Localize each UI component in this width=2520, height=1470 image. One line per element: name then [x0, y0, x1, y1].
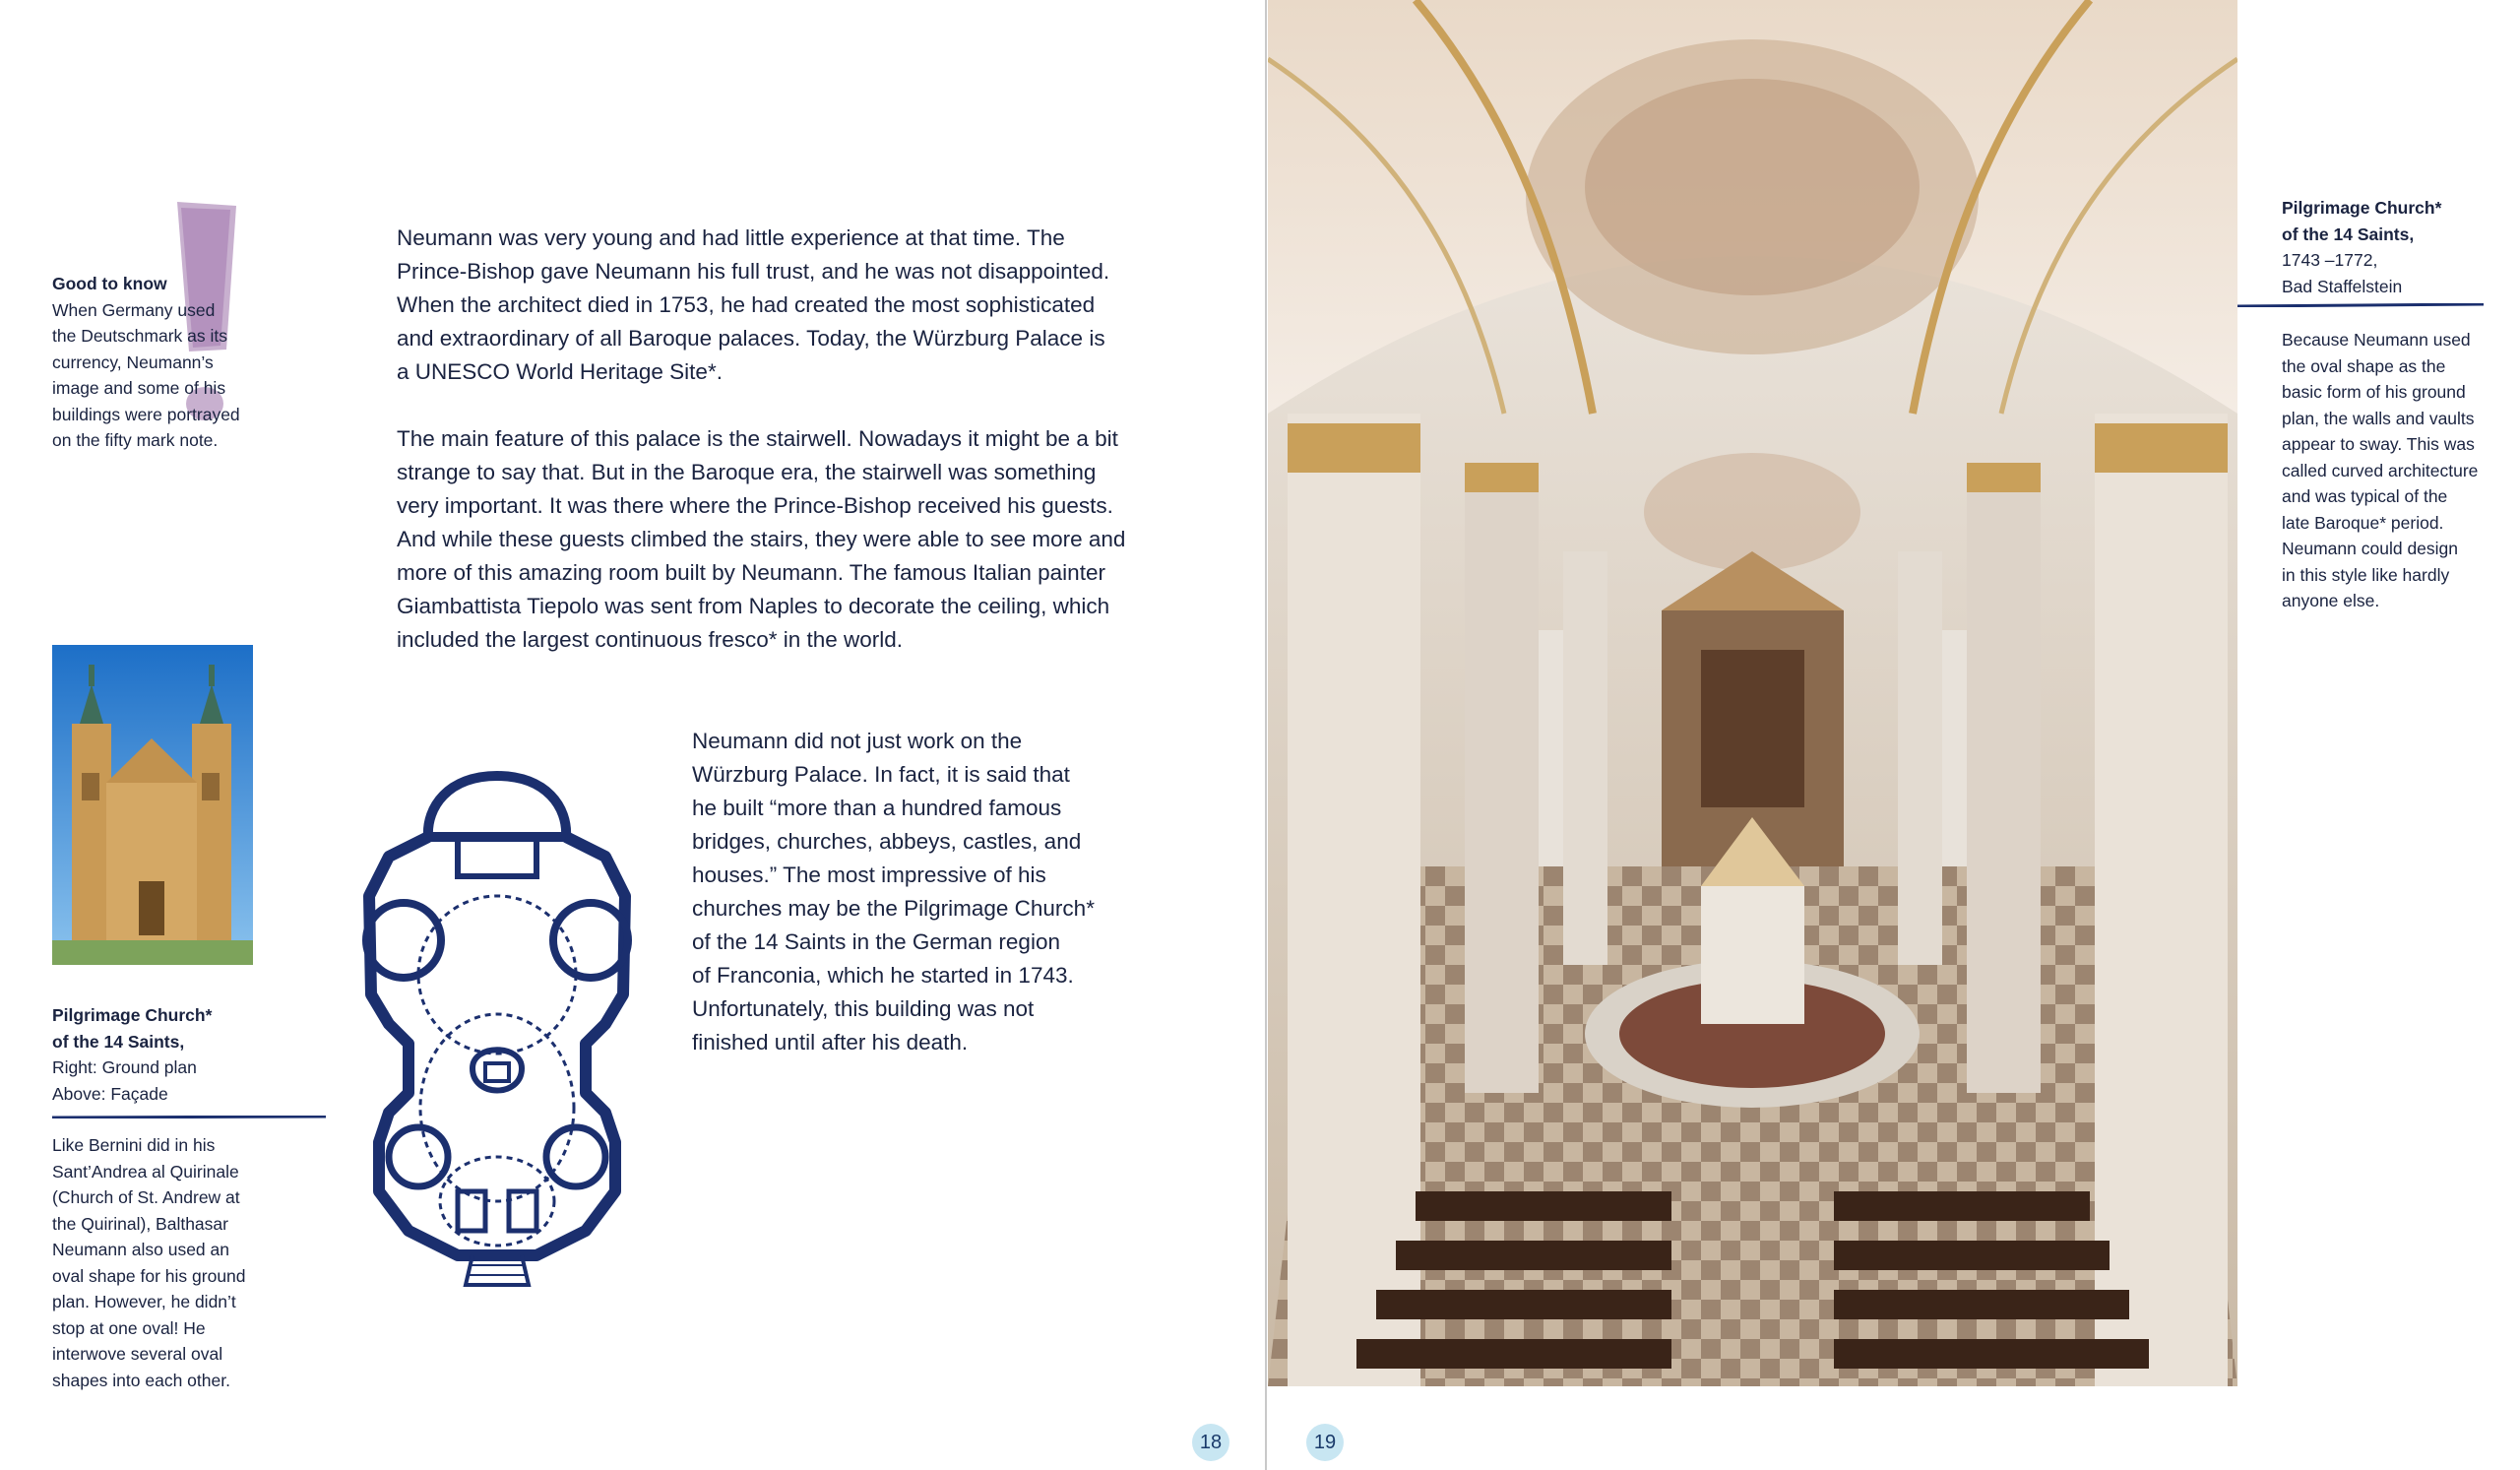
- paragraph-line: finished until after his death.: [692, 1030, 969, 1055]
- good-to-know-heading: Good to know: [52, 274, 167, 293]
- right-caption-subtitle: Bad Staffelstein: [2282, 276, 2403, 296]
- paragraph-line: Neumann was very young and had little experience at that time. The: [397, 225, 1065, 250]
- description-line: Neumann also used an: [52, 1240, 229, 1259]
- description-line: called curved architecture: [2282, 460, 2479, 480]
- good-to-know-line: currency, Neumann’s: [52, 352, 214, 372]
- paragraph-line: strange to say that. But in the Baroque era, the stairwell was something: [397, 460, 1097, 484]
- description-line: the oval shape as the: [2282, 355, 2446, 376]
- description-line: anyone else.: [2282, 591, 2380, 610]
- description-line: shapes into each other.: [52, 1370, 230, 1390]
- right-caption-title: of the 14 Saints,: [2282, 224, 2415, 244]
- paragraph-line: he built “more than a hundred famous: [692, 796, 1062, 820]
- good-to-know-line: buildings were portrayed: [52, 404, 240, 424]
- paragraph-line: of Franconia, which he started in 1743.: [692, 963, 1074, 988]
- description-line: oval shape for his ground: [52, 1265, 246, 1286]
- good-to-know-line: image and some of his: [52, 378, 226, 398]
- paragraph-line: a UNESCO World Heritage Site*.: [397, 359, 723, 384]
- left-caption-title: Pilgrimage Church*: [52, 1005, 213, 1025]
- church-interior-photo: [1268, 0, 2237, 1386]
- paragraph-line: Neumann did not just work on the: [692, 729, 1023, 753]
- paragraph-line: The main feature of this palace is the stairwell. Nowadays it might be a bit: [397, 426, 1118, 451]
- paragraph-line: included the largest continuous fresco* in the world.: [397, 627, 904, 652]
- paragraph-2: [397, 422, 1126, 657]
- right-caption: [2282, 195, 2479, 299]
- paragraph-3: [692, 725, 1095, 1059]
- description-line: plan, the walls and vaults: [2282, 408, 2475, 428]
- right-caption-title: Pilgrimage Church*: [2282, 198, 2442, 218]
- paragraph-line: very important. It was there where the Prince-Bishop received his guests.: [397, 493, 1113, 518]
- paragraph-line: and extraordinary of all Baroque palaces. Today, the Würzburg Palace is: [397, 326, 1105, 351]
- description-line: plan. However, he didn’t: [52, 1292, 236, 1311]
- description-line: appear to sway. This was: [2282, 434, 2475, 454]
- description-line: Sant’Andrea al Quirinale: [52, 1161, 239, 1182]
- description-line: (Church of St. Andrew at: [52, 1187, 240, 1207]
- ink-rule: [52, 1116, 326, 1118]
- paragraph-line: Giambattista Tiepolo was sent from Naples to decorate the ceiling, which: [397, 594, 1110, 618]
- description-line: Because Neumann used: [2282, 330, 2471, 350]
- ink-rule: [2237, 303, 2484, 307]
- paragraph-line: And while these guests climbed the stairs, they were able to see more and: [397, 527, 1126, 551]
- ground-plan-drawing: [349, 768, 645, 1295]
- good-to-know-line: When Germany used: [52, 299, 216, 320]
- left-caption-subtitle: Above: Façade: [52, 1083, 168, 1104]
- description-line: stop at one oval! He: [52, 1317, 206, 1338]
- facade-photo: [52, 645, 253, 965]
- right-caption-subtitle: 1743 –1772,: [2282, 250, 2378, 270]
- good-to-know-line: on the fifty mark note.: [52, 430, 219, 450]
- description-line: and was typical of the: [2282, 486, 2448, 506]
- right-description: [2282, 327, 2484, 614]
- left-caption: [52, 1002, 279, 1107]
- description-line: in this style like hardly: [2282, 564, 2450, 585]
- paragraph-line: houses.” The most impressive of his: [692, 863, 1046, 887]
- page-gutter: [1265, 0, 1267, 1470]
- page-number-right: 19: [1306, 1424, 1344, 1461]
- description-line: Like Bernini did in his: [52, 1135, 216, 1155]
- paragraph-line: Prince-Bishop gave Neumann his full trust, and he was not disappointed.: [397, 259, 1110, 284]
- left-caption-title: of the 14 Saints,: [52, 1031, 185, 1052]
- description-line: late Baroque* period.: [2282, 512, 2444, 533]
- left-caption-subtitle: Right: Ground plan: [52, 1057, 197, 1077]
- description-line: the Quirinal), Balthasar: [52, 1213, 228, 1234]
- description-line: basic form of his ground: [2282, 382, 2466, 402]
- paragraph-line: more of this amazing room built by Neumann. The famous Italian painter: [397, 560, 1105, 585]
- paragraph-line: bridges, churches, abbeys, castles, and: [692, 829, 1082, 854]
- paragraph-line: churches may be the Pilgrimage Church*: [692, 896, 1095, 921]
- paragraph-line: When the architect died in 1753, he had created the most sophisticated: [397, 292, 1096, 317]
- page-number-left: 18: [1192, 1424, 1229, 1461]
- description-line: interwove several oval: [52, 1344, 223, 1364]
- paragraph-1: [397, 222, 1110, 389]
- good-to-know-box: [52, 271, 264, 454]
- paragraph-line: of the 14 Saints in the German region: [692, 929, 1060, 954]
- paragraph-line: Unfortunately, this building was not: [692, 996, 1035, 1021]
- left-description: [52, 1132, 274, 1393]
- paragraph-line: Würzburg Palace. In fact, it is said that: [692, 762, 1070, 787]
- description-line: Neumann could design: [2282, 539, 2459, 558]
- good-to-know-line: the Deutschmark as its: [52, 326, 227, 346]
